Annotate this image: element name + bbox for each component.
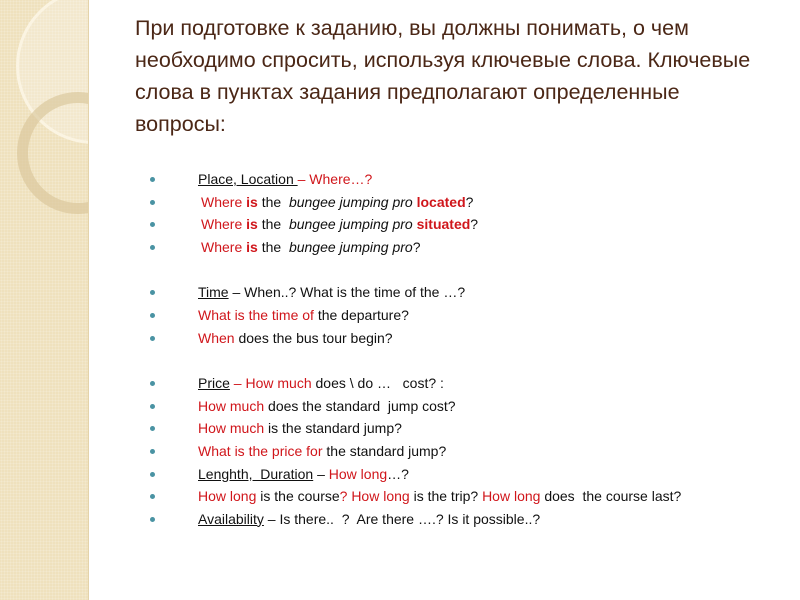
text-segment: is the standard jump? (264, 420, 402, 437)
spacer (150, 258, 790, 281)
bullet-icon (150, 245, 155, 250)
bullet-icon (150, 381, 155, 386)
text-segment: …? (387, 465, 409, 482)
list-item (150, 440, 790, 463)
keyword-heading: Availability (198, 510, 264, 527)
question-word: located (416, 193, 466, 210)
text-segment: bungee jumping pro (288, 216, 417, 233)
text-segment: – When..? What is the time of the …? (228, 284, 466, 301)
keyword-heading: Price (198, 375, 230, 392)
list-item (150, 236, 790, 259)
text-segment: does the standard jump cost? (264, 397, 456, 414)
question-word: How long (482, 488, 541, 505)
list-item (150, 213, 790, 236)
keyword-heading: Time (198, 284, 229, 301)
text-segment: the (257, 216, 289, 233)
text-segment: ? (412, 238, 421, 255)
list-item (150, 191, 790, 214)
list-item (150, 281, 790, 304)
text-segment: ? (470, 216, 479, 233)
keyword-heading: Lenghth, Duration (198, 465, 314, 482)
bullet-icon (150, 313, 155, 318)
question-word: Where (201, 193, 247, 210)
list-item (150, 168, 790, 191)
decorative-ring (17, 92, 89, 214)
keyword-heading: Place, Location (198, 171, 298, 187)
list-item (150, 417, 790, 440)
text-segment: – (313, 465, 329, 482)
question-word: is (246, 216, 258, 233)
question-word: Where (201, 216, 247, 233)
bullet-icon (150, 290, 155, 295)
question-word: – Where…? (297, 171, 373, 187)
spacer (150, 349, 790, 372)
text-segment: bungee jumping pro (288, 193, 417, 210)
text-segment: does \ do … cost? : (311, 375, 444, 392)
bullet-icon (150, 449, 155, 454)
bullet-icon (150, 494, 155, 499)
text-segment: the (257, 193, 289, 210)
question-word: What is the price for (198, 442, 323, 459)
text-segment: is the trip? (409, 488, 483, 505)
question-word: How much (198, 397, 265, 414)
question-word: What is the time of (198, 306, 318, 323)
list-item (150, 485, 790, 508)
list-item (150, 463, 790, 486)
text-segment: the (257, 238, 289, 255)
bullet-icon (150, 336, 155, 341)
text-segment: ? (465, 193, 474, 210)
question-word: How long (328, 465, 388, 482)
decorative-side-strip (0, 0, 89, 600)
text-segment: does the course last? (540, 488, 682, 505)
question-word: How much (198, 420, 265, 437)
question-word: How long (198, 488, 257, 505)
list-item (150, 327, 790, 350)
text-segment: the departure? (317, 306, 409, 323)
text-segment: – Is there.. ? Are there ….? Is it possible..? (263, 510, 541, 527)
list-item (150, 304, 790, 327)
bullet-icon (150, 177, 155, 182)
bullet-icon (150, 200, 155, 205)
bullet-icon (150, 517, 155, 522)
text-segment: does the bus tour begin? (234, 329, 393, 346)
question-word: Where (201, 238, 247, 255)
bullet-icon (150, 222, 155, 227)
list-item (150, 508, 790, 531)
bullet-icon (150, 472, 155, 477)
question-word: is (246, 193, 258, 210)
question-word: When (198, 329, 235, 346)
bullet-list (150, 168, 790, 530)
question-word: ? How long (339, 488, 410, 505)
slide-title: При подготовке к заданию, вы должны понимать, о чем необходимо спросить, используя ключевые слова. Ключевые слова в пунктах задания предполагают определенные вопросы: (135, 16, 751, 136)
question-word: is (246, 238, 258, 255)
text-segment: the standard jump? (322, 442, 447, 459)
bullet-icon (150, 404, 155, 409)
question-word: situated (416, 216, 471, 233)
question-word: – How much (229, 375, 312, 392)
text-segment: is the course (256, 488, 340, 505)
text-segment: bungee jumping pro (288, 238, 413, 255)
list-item (150, 395, 790, 418)
bullet-icon (150, 426, 155, 431)
list-item (150, 372, 790, 395)
